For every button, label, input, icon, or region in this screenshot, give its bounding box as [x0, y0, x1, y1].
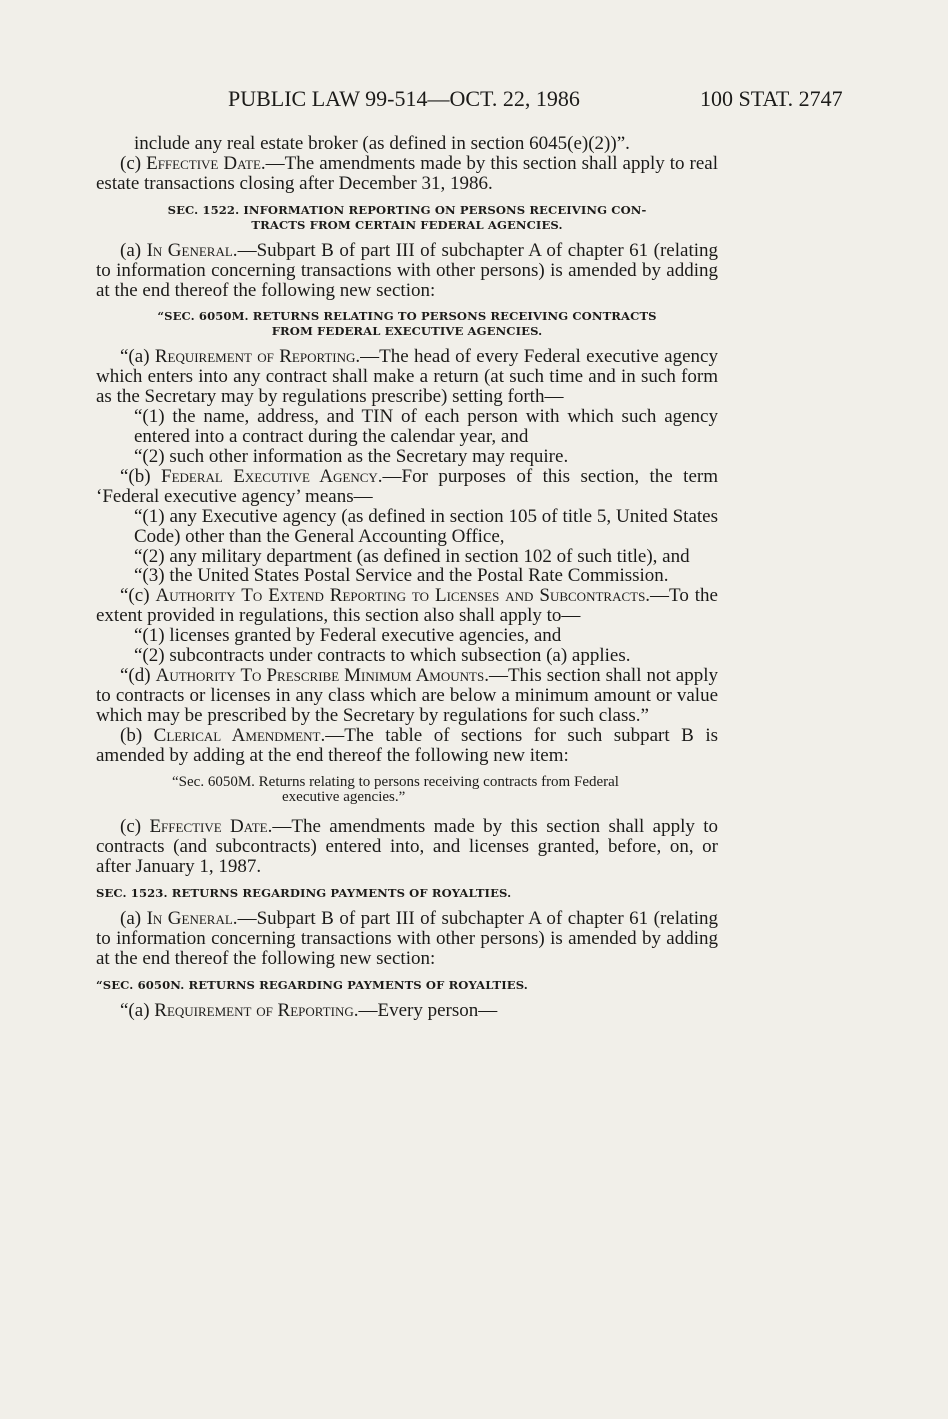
paragraph-heading: Federal Executive Agency. [161, 465, 383, 487]
paragraph: “(b) Federal Executive Agency.—For purposes of this section, the term ‘Federal executive agency’ means— [96, 465, 718, 507]
paragraph-heading: Requirement of Reporting. [154, 999, 359, 1021]
paragraph-heading: Requirement of Reporting. [154, 346, 361, 368]
paragraph-heading: In General. [146, 239, 238, 261]
paragraph: “(c) Authority To Extend Reporting to Licenses and Subcontracts.—To the extent provided in regulations, this section also shall apply to— [96, 585, 718, 627]
paragraph-heading: Effective Date. [146, 152, 266, 174]
paragraph-heading: Effective Date. [149, 816, 273, 838]
paragraph-heading: In General. [146, 908, 238, 930]
paragraph-heading: Authority To Extend Reporting to Licenses and Subcontracts. [155, 585, 651, 607]
list-item: “(1) licenses granted by Federal executive agencies, and [134, 625, 562, 647]
list-item: “(1) the name, address, and TIN of each person with which such agency entered into a contract during the calendar year, and [134, 406, 718, 448]
stat-page-number: 100 STAT. 2747 [700, 86, 843, 111]
page-title: PUBLIC LAW 99-514—OCT. 22, 1986 [228, 86, 580, 111]
paragraph: (c) Effective Date.—The amendments made by this section shall apply to real estate transactions closing after December 31, 1986. [96, 152, 718, 194]
list-item: “(3) the United States Postal Service and the Postal Rate Commission. [134, 565, 669, 587]
paragraph: (c) Effective Date.—The amendments made by this section shall apply to contracts (and subcontracts) entered into, and licenses granted, before, on, or after January 1, 1987. [96, 816, 719, 878]
section-heading: “SEC. 6050M. RETURNS RELATING TO PERSONS RECEIVING CONTRACTS FROM FEDERAL EXECUTIVE AGENCIES. [157, 309, 657, 339]
table-of-sections-item: “Sec. 6050M. Returns relating to persons receiving contracts from Federal executive agencies.” [172, 774, 619, 806]
paragraph: include any real estate broker (as defined in section 6045(e)(2))”. [134, 133, 630, 154]
document-body [96, 134, 718, 1021]
paragraph: “(a) Requirement of Reporting.—Every person— [120, 999, 498, 1021]
list-item: “(2) such other information as the Secretary may require. [134, 445, 569, 467]
paragraph-heading: Authority To Prescribe Minimum Amounts. [155, 664, 489, 686]
list-item: “(2) any military department (as defined in section 102 of such title), and [134, 545, 690, 567]
paragraph: “(a) Requirement of Reporting.—The head of every Federal executive agency which enters into any contract shall make a return (at such time and in such form as the Secretary may by regulations prescribe) setting forth— [96, 346, 718, 408]
page-header [0, 86, 948, 116]
paragraph: (b) Clerical Amendment.—The table of sections for such subpart B is amended by adding at the end thereof the following new item: [96, 724, 718, 766]
paragraph: (a) In General.—Subpart B of part III of subchapter A of chapter 61 (relating to information concerning transactions with other persons) is amended by adding at the end thereof the following new section: [96, 239, 719, 301]
section-heading: “SEC. 6050N. RETURNS REGARDING PAYMENTS OF ROYALTIES. [96, 977, 528, 992]
section-heading: SEC. 1523. RETURNS REGARDING PAYMENTS OF ROYALTIES. [96, 886, 512, 901]
list-item: “(1) any Executive agency (as defined in section 105 of title 5, United States Code) other than the General Accounting Office, [134, 505, 718, 547]
paragraph: (a) In General.—Subpart B of part III of subchapter A of chapter 61 (relating to information concerning transactions with other persons) is amended by adding at the end thereof the following new section: [96, 908, 719, 969]
paragraph: “(d) Authority To Prescribe Minimum Amounts.—This section shall not apply to contracts or licenses in any class which are below a minimum amount or value which may be prescribed by the Secretary by regulations for such class.” [96, 664, 718, 726]
paragraph-heading: Clerical Amendment. [153, 724, 326, 746]
section-heading: SEC. 1522. INFORMATION REPORTING ON PERSONS RECEIVING CON- TRACTS FROM CERTAIN FEDERAL AGENCIES. [167, 202, 647, 232]
list-item: “(2) subcontracts under contracts to which subsection (a) applies. [134, 645, 631, 667]
